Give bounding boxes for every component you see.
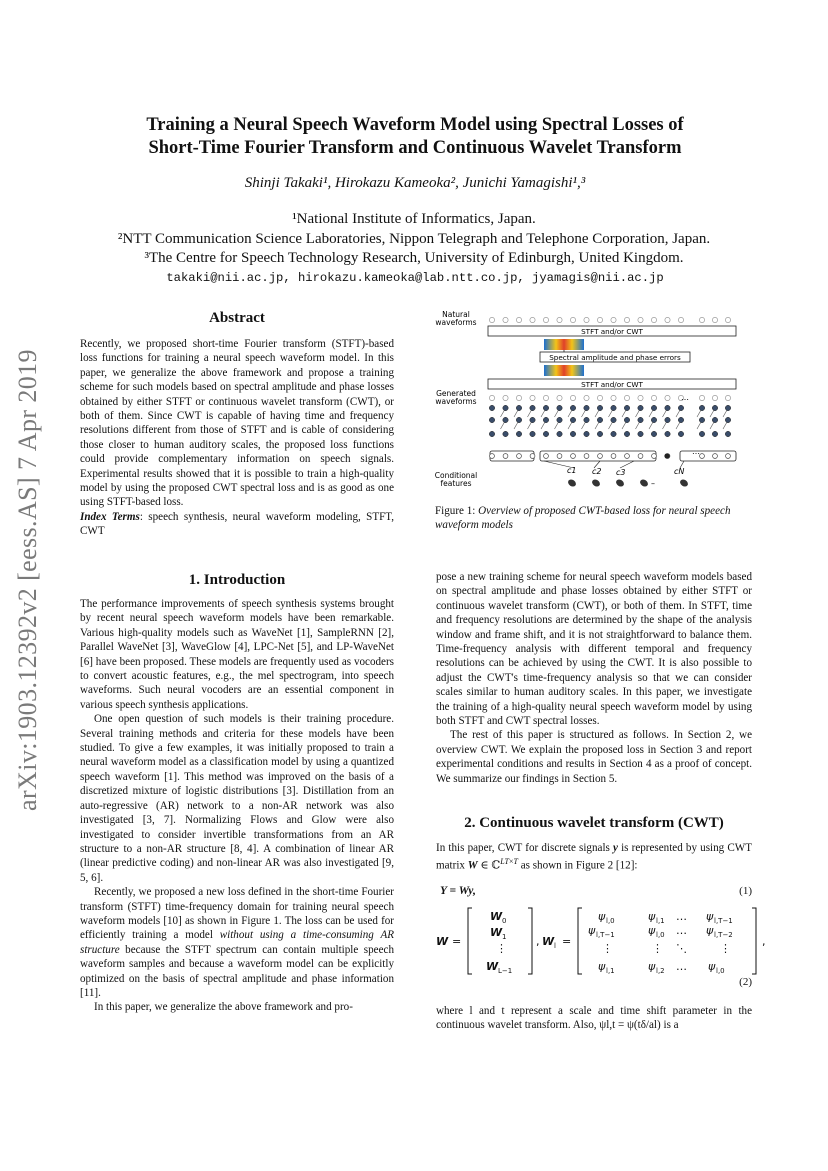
- hidden-unit-dot: [489, 417, 494, 422]
- equation-1-number: (1): [739, 885, 752, 897]
- natural-sample-dot: [516, 317, 521, 322]
- hidden-unit-dot: [516, 417, 521, 422]
- network-connection: [663, 410, 667, 417]
- right-column-intro: [436, 570, 752, 786]
- cwt-continuation: [436, 1004, 752, 1033]
- authors: Shinji Takaki¹, Hirokazu Kameoka², Junichi Yamagishi¹,³: [244, 175, 586, 191]
- cwt-p1-part-b: is represented by using CWT matrix: [436, 842, 753, 873]
- network-connection: [723, 410, 727, 417]
- natural-sample-dot: [489, 317, 494, 322]
- c1-label: c1: [567, 466, 577, 475]
- svg-text:⋮: ⋮: [496, 942, 507, 955]
- network-connection: [649, 422, 653, 429]
- network-connection: [649, 410, 653, 417]
- intro-p3-emphasis: without using a time-consuming AR structure: [80, 929, 395, 956]
- natural-sample-dot: [665, 317, 670, 322]
- figure-caption-label: Figure 1:: [435, 505, 479, 517]
- network-connection: [636, 410, 640, 417]
- figure-1-diagram: [434, 308, 754, 494]
- hidden-unit-dot: [624, 417, 629, 422]
- natural-sample-dot: [611, 317, 616, 322]
- equation-1-body: Y = Wy,: [440, 885, 476, 897]
- hidden-unit-dot: [597, 417, 602, 422]
- conditional-dot: [611, 454, 616, 459]
- natural-spectrogram: [544, 339, 584, 350]
- hidden-unit-dot: [624, 431, 629, 436]
- network-connection: [541, 422, 545, 429]
- svg-text:⋮: ⋮: [720, 942, 731, 955]
- natural-sample-dot: [530, 317, 535, 322]
- network-connection: [710, 410, 714, 417]
- natural-label-line2: waveforms: [435, 318, 477, 327]
- hidden-unit-dot: [725, 417, 730, 422]
- hidden-unit-dot: [570, 405, 575, 410]
- hidden-unit-dot: [699, 431, 704, 436]
- generated-sample-dot: [489, 395, 494, 400]
- hidden-unit-dot: [651, 417, 656, 422]
- network-connection: [710, 422, 714, 429]
- network-connection: [528, 410, 532, 417]
- ellipsis-mark: …: [692, 447, 700, 456]
- conditional-dot-filled: [664, 453, 669, 458]
- conditional-dot: [652, 454, 657, 459]
- natural-label-line1: Natural: [442, 310, 470, 319]
- hidden-unit-dot: [543, 417, 548, 422]
- natural-sample-dot: [597, 317, 602, 322]
- hidden-unit-dot: [651, 431, 656, 436]
- svg-text:1: 1: [502, 933, 507, 941]
- svg-text:l,0: l,0: [656, 931, 665, 939]
- index-terms-label: Index Terms: [80, 510, 140, 523]
- network-connection: [723, 422, 727, 429]
- hidden-unit-dot: [570, 417, 575, 422]
- right-paragraph-1: pose a new training scheme for neural speech waveform models based on spectral amplitude and phase losses obtained by either STFT or continuous wavelet transform (CWT), or both of them. In STFT, time and frequency resolutions are determined by the shape of the analysis window and frame shift, and it is not straightforward to balance them. Time-frequency analysis with different temporal and frequency resolutions can be achieved by using the CWT. It is also possible to adjust the CWT's time-frequency analysis so that we can consider scales similar to human auditory scales. In this paper, we investigate the training of a high-quality neural speech waveform model by using both STFT and CWT spectral losses.: [436, 571, 752, 728]
- hidden-unit-dot: [557, 417, 562, 422]
- generated-sample-dot: [543, 395, 548, 400]
- generated-sample-dot: [651, 395, 656, 400]
- network-connection: [595, 422, 599, 429]
- svg-text:W: W: [436, 935, 449, 948]
- hidden-unit-dot: [530, 405, 535, 410]
- network-connection: [622, 410, 626, 417]
- generated-sample-dot: [530, 395, 535, 400]
- svg-text:…: …: [676, 910, 687, 923]
- network-connection: [568, 422, 572, 429]
- svg-text:l,0: l,0: [716, 967, 725, 975]
- hidden-unit-dot: [503, 405, 508, 410]
- conditional-dot: [584, 454, 589, 459]
- intro-paragraph-3: [80, 885, 394, 1000]
- hidden-unit-dot: [557, 431, 562, 436]
- generated-sample-dot: [638, 395, 643, 400]
- equation-2-number: (2): [739, 976, 752, 988]
- intro-p3-part-a: Recently, we proposed a new loss defined in the short-time Fourier transform (STFT) time-frequency domain for training neural speech waveform models [10] as shown in Figure 1. The loss can be used for efficiently training a model: [80, 886, 394, 942]
- feature-link: [620, 461, 634, 468]
- natural-sample-dot: [543, 317, 548, 322]
- hidden-unit-dot: [611, 405, 616, 410]
- network-connection: [609, 422, 613, 429]
- conditional-dot: [571, 454, 576, 459]
- natural-sample-dot: [712, 317, 717, 322]
- hidden-unit-dot: [489, 431, 494, 436]
- hidden-unit-dot: [678, 431, 683, 436]
- svg-text:W: W: [486, 960, 499, 973]
- natural-sample-dot: [584, 317, 589, 322]
- hidden-unit-dot: [543, 405, 548, 410]
- hidden-unit-dot: [597, 405, 602, 410]
- hidden-unit-dot: [638, 431, 643, 436]
- cwt-p1-part-a: In this paper, CWT for discrete signals: [436, 842, 613, 854]
- abstract-heading: Abstract: [209, 310, 265, 326]
- conditional-frame-box: [490, 451, 534, 461]
- hidden-unit-dot: [712, 431, 717, 436]
- natural-sample-dot: [638, 317, 643, 322]
- network-connection: [663, 422, 667, 429]
- svg-text:l,T−2: l,T−2: [714, 931, 733, 939]
- introduction-body: [80, 597, 394, 1015]
- feature-vector-icon: [591, 478, 602, 488]
- natural-sample-dot: [503, 317, 508, 322]
- hidden-unit-dot: [530, 417, 535, 422]
- title-line-2: Short-Time Fourier Transform and Continuous Wavelet Transform: [148, 138, 682, 158]
- paper-title: [90, 114, 740, 160]
- hidden-unit-dot: [651, 405, 656, 410]
- hidden-unit-dot: [489, 405, 494, 410]
- svg-text:ψ: ψ: [598, 910, 606, 923]
- svg-text:l,0: l,0: [606, 917, 615, 925]
- network-connection: [514, 410, 518, 417]
- svg-text:l,1: l,1: [606, 967, 615, 975]
- hidden-unit-dot: [699, 405, 704, 410]
- natural-waveform-samples: [489, 317, 730, 322]
- network-connection: [676, 422, 680, 429]
- hidden-unit-dot: [638, 417, 643, 422]
- conditional-feature-blocks: [490, 447, 736, 468]
- hidden-unit-dot: [665, 431, 670, 436]
- generated-sample-dot: [699, 395, 704, 400]
- conditional-dot: [726, 454, 731, 459]
- svg-text:L−1: L−1: [498, 967, 513, 975]
- natural-sample-dot: [570, 317, 575, 322]
- abstract-body: [80, 337, 394, 539]
- right-paragraph-2: The rest of this paper is structured as follows. In Section 2, we overview CWT. We explain the proposed loss in Section 3 and report experimental conditions and results in Section 4 as a proof of concept. We summarize our findings in Section 5.: [436, 729, 752, 785]
- svg-text:W: W: [490, 910, 503, 923]
- generated-spectrogram: [544, 365, 584, 376]
- author-emails: takaki@nii.ac.jp, hirokazu.kameoka@lab.ntt.co.jp, jyamagis@nii.ac.jp: [166, 271, 664, 285]
- intro-paragraph-1: The performance improvements of speech synthesis systems brought by recent neural speech waveform models have been remarkable. Various high-quality models such as WaveNet [1], SampleRNN [2], Parallel WaveNet [3], WaveGlow [4], LPC-Net [5], and LP-WaveNet [6] have been proposed. These models are frequently used as vocoders to convert acoustic features, e.g., the mel spectrogram, into speech waveforms. Such neural vocoders are an essential component in various speech synthesis applications.: [80, 598, 394, 711]
- conditional-label-line1: Conditional: [434, 471, 478, 480]
- conditional-dot: [598, 454, 603, 459]
- network-connection: [501, 422, 505, 429]
- natural-sample-dot: [725, 317, 730, 322]
- conditional-dot: [625, 454, 630, 459]
- hidden-unit-dot: [516, 431, 521, 436]
- feature-vector-icon: [615, 478, 626, 488]
- equation-2-matrix: [436, 900, 776, 980]
- intro-paragraph-4: In this paper, we generalize the above framework and pro-: [94, 1001, 353, 1014]
- network-connection: [528, 422, 532, 429]
- network-connection: [514, 422, 518, 429]
- svg-text:⋮: ⋮: [602, 942, 613, 955]
- hidden-unit-dot: [557, 405, 562, 410]
- hidden-unit-dot: [712, 417, 717, 422]
- natural-sample-dot: [651, 317, 656, 322]
- conditional-feature-icons: [567, 478, 690, 488]
- hidden-unit-dot: [712, 405, 717, 410]
- affiliation-1: ¹National Institute of Informatics, Japan.: [292, 211, 536, 227]
- conditional-dot: [557, 454, 562, 459]
- network-connection: [609, 410, 613, 417]
- index-terms: : speech synthesis, neural waveform modeling, STFT, CWT: [80, 510, 394, 538]
- hidden-unit-dot: [611, 431, 616, 436]
- conditional-dot: [638, 454, 643, 459]
- arxiv-side-stamp: arXiv:1903.12392v2 [eess.AS] 7 Apr 2019: [13, 349, 42, 811]
- cwt-intro-text: In this paper, CWT for discrete signals y is represented by using CWT matrix W ∈ ℂ$^{LT\times T}$ as shown in Figure 2 [12]:: [436, 842, 753, 873]
- affiliation-2: ²NTT Communication Science Laboratories, Nippon Telegraph and Telephone Corporation, Japan.: [117, 231, 711, 247]
- svg-text:l,T−1: l,T−1: [596, 931, 615, 939]
- network-connection: [582, 422, 586, 429]
- svg-text:ψ: ψ: [588, 924, 596, 937]
- hidden-unit-dot: [638, 405, 643, 410]
- generated-sample-dot: [570, 395, 575, 400]
- svg-text:W: W: [490, 926, 503, 939]
- network-connection: [568, 410, 572, 417]
- svg-text:ψ: ψ: [648, 924, 656, 937]
- figure-1-caption: [435, 504, 753, 533]
- dash-mark: –: [651, 479, 655, 488]
- svg-text:⋱: ⋱: [676, 942, 687, 955]
- intro-paragraph-2: One open question of such models is their training procedure. Several training methods and criteria for these models have been studied. To give a few examples, it was initially proposed to train a neural waveform model as a classification model by using a quantized speech waveform [1]. This method was improved on the basis of a discretized mixture of logistic distributions [3]. Distillation from an auto-regressive (AR) network to a non-AR network was also investigated [3, 7]. Normalizing Flows and Glow were also investigated to consider invertible transformations from an AR structure to a non-AR structure [8, 4]. A combination of linear AR (linear predictive coding) and non-linear AR was also investigated [9, 5, 6].: [80, 713, 394, 884]
- introduction-heading: 1. Introduction: [188, 572, 286, 588]
- spectral-errors-label: Spectral amplitude and phase errors: [549, 353, 681, 362]
- feature-vector-icon: [639, 478, 650, 488]
- generated-sample-dot: [611, 395, 616, 400]
- network-connection: [697, 422, 701, 429]
- hidden-unit-dot: [678, 417, 683, 422]
- conditional-dot: [517, 454, 522, 459]
- generated-sample-dot: [597, 395, 602, 400]
- intro-p3-part-b: because the STFT spectrum can contain multiple speech waveform samples and because a waveform model can be explicitly optimized on the basis of spectral amplitude and phase information [11].: [80, 943, 394, 999]
- generated-sample-dot: [516, 395, 521, 400]
- svg-text:l: l: [554, 942, 556, 950]
- network-connection: [541, 410, 545, 417]
- hidden-unit-dot: [570, 431, 575, 436]
- network-connection: [555, 410, 559, 417]
- feature-vector-icon: [679, 478, 690, 488]
- figure-caption-text: Overview of proposed CWT-based loss for neural speech waveform models: [435, 505, 731, 532]
- hidden-unit-dot: [699, 417, 704, 422]
- network-connection: [636, 422, 640, 429]
- hidden-unit-dot: [665, 417, 670, 422]
- hidden-unit-dot: [584, 417, 589, 422]
- conditional-dot: [713, 454, 718, 459]
- hidden-unit-dot: [611, 417, 616, 422]
- conditional-dot: [503, 454, 508, 459]
- cn-label: cN: [674, 467, 685, 476]
- svg-text:ψ: ψ: [706, 910, 714, 923]
- svg-text:ψ: ψ: [648, 960, 656, 973]
- hidden-unit-dot: [503, 431, 508, 436]
- hidden-unit-dot: [624, 405, 629, 410]
- cwt-p1-part-c: as shown in Figure 2 [12]:: [517, 860, 638, 873]
- generated-sample-dot: [557, 395, 562, 400]
- conditional-label-line2: features: [440, 479, 472, 488]
- hidden-unit-dot: [665, 405, 670, 410]
- conditional-dot: [490, 454, 495, 459]
- svg-text:,: ,: [762, 935, 766, 948]
- generated-sample-dot: [624, 395, 629, 400]
- svg-text:⋮: ⋮: [652, 942, 663, 955]
- network-connection: [697, 410, 701, 417]
- generated-sample-dot: [584, 395, 589, 400]
- hidden-unit-dot: [725, 405, 730, 410]
- svg-text:…: …: [676, 924, 687, 937]
- network-connection: [501, 410, 505, 417]
- hidden-unit-dot: [597, 431, 602, 436]
- svg-text:ψ: ψ: [708, 960, 716, 973]
- svg-text:,: ,: [536, 935, 540, 948]
- natural-sample-dot: [624, 317, 629, 322]
- svg-text:l,T−1: l,T−1: [714, 917, 733, 925]
- svg-text:0: 0: [502, 917, 507, 925]
- hidden-unit-dot: [678, 405, 683, 410]
- cwt-paragraph-2: where l and t represent a scale and time shift parameter in the continuous wavelet transform. Also, ψl,t = ψ(tδ/al) is a: [436, 1005, 752, 1032]
- generated-label-line2: waveforms: [435, 397, 477, 406]
- cwt-heading: 2. Continuous wavelet transform (CWT): [464, 815, 724, 831]
- svg-text:=: =: [562, 935, 572, 948]
- hidden-unit-dot: [725, 431, 730, 436]
- network-connection: [676, 410, 680, 417]
- generated-waveform-network: [489, 393, 730, 437]
- affiliation-3: ³The Centre for Speech Technology Research, University of Edinburgh, United Kingdom.: [144, 250, 684, 266]
- equation-1: [440, 885, 752, 897]
- svg-text:W: W: [542, 935, 555, 948]
- abstract-text: Recently, we proposed short-time Fourier transform (STFT)-based loss functions for training a neural speech waveform model. In this paper, we generalize the above framework and propose a training scheme for such models based on spectral amplitude and phase losses obtained by either STFT or continuous wavelet transform (CWT), or both of them. Since CWT is capable of having time and frequency resolutions different from those of STFT and is cable of considering those closer to human auditory scales, the proposed loss functions could provide complementary information on speech signals. Experimental results showed that it is possible to train a high-quality model by using the proposed CWT spectral loss and is as good as one using STFT-based loss.: [80, 338, 394, 509]
- hidden-unit-dot: [503, 417, 508, 422]
- hidden-unit-dot: [516, 405, 521, 410]
- svg-text:ψ: ψ: [706, 924, 714, 937]
- network-connection: [622, 422, 626, 429]
- stft-cwt-label-bottom: STFT and/or CWT: [581, 380, 643, 389]
- feature-vector-icon: [567, 478, 578, 488]
- conditional-dot: [700, 454, 705, 459]
- natural-sample-dot: [678, 317, 683, 322]
- svg-text:l,2: l,2: [656, 967, 665, 975]
- natural-sample-dot: [557, 317, 562, 322]
- ellipsis-mark: …: [681, 393, 689, 402]
- network-connection: [582, 410, 586, 417]
- network-connection: [595, 410, 599, 417]
- svg-text:ψ: ψ: [648, 910, 656, 923]
- generated-sample-dot: [725, 395, 730, 400]
- conditional-dot: [544, 454, 549, 459]
- natural-sample-dot: [699, 317, 704, 322]
- svg-text:l,1: l,1: [656, 917, 665, 925]
- title-line-1: Training a Neural Speech Waveform Model using Spectral Losses of: [146, 115, 684, 135]
- hidden-unit-dot: [543, 431, 548, 436]
- network-connection: [555, 422, 559, 429]
- conditional-dot: [530, 454, 535, 459]
- svg-text:…: …: [676, 960, 687, 973]
- generated-sample-dot: [503, 395, 508, 400]
- c3-label: c3: [616, 468, 626, 477]
- generated-label-line1: Generated: [436, 389, 476, 398]
- hidden-unit-dot: [584, 405, 589, 410]
- svg-text:ψ: ψ: [598, 960, 606, 973]
- hidden-unit-dot: [530, 431, 535, 436]
- c2-label: c2: [592, 467, 602, 476]
- generated-sample-dot: [665, 395, 670, 400]
- hidden-unit-dot: [584, 431, 589, 436]
- generated-sample-dot: [712, 395, 717, 400]
- stft-cwt-label-top: STFT and/or CWT: [581, 327, 643, 336]
- svg-text:=: =: [452, 935, 462, 948]
